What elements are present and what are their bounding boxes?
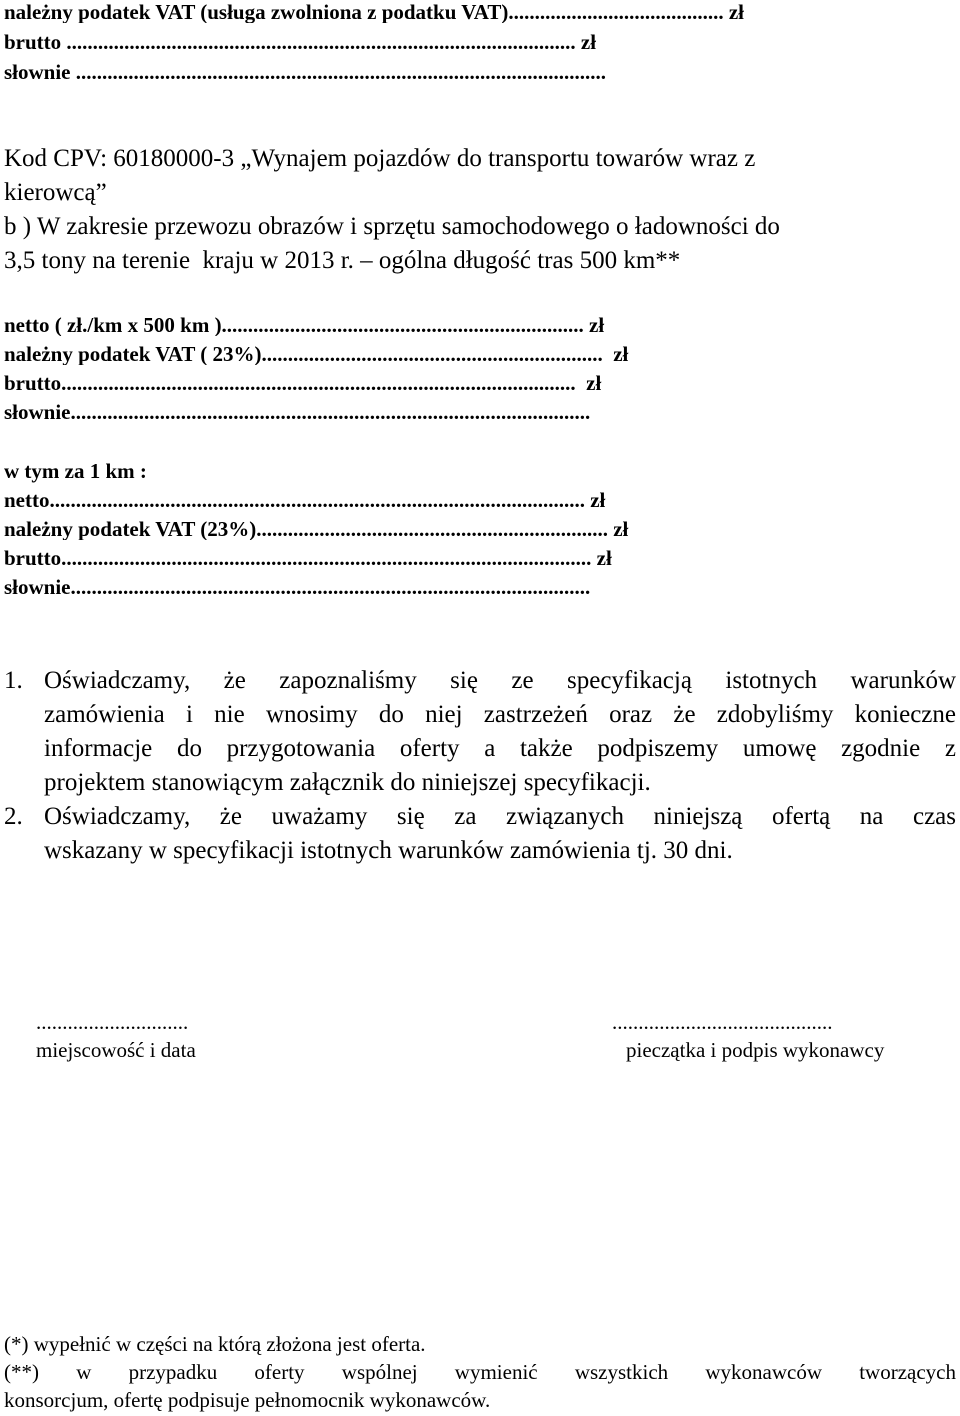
declaration-1-line-1: Oświadczamy, że zapoznaliśmy się ze specyfikacją istotnych warunków bbox=[44, 667, 956, 694]
declaration-1-line-2: zamówienia i nie wnosimy do niej zastrzeżeń oraz że zdobyliśmy konieczne bbox=[44, 701, 956, 728]
scope-line-cont: 3,5 tony na terenie kraju w 2013 r. – ogólna długość tras 500 km** bbox=[4, 247, 681, 274]
declaration-number-2: 2. bbox=[4, 803, 23, 830]
declaration-2-line-2: wskazany w specyfikacji istotnych warunków zamówienia tj. 30 dni. bbox=[44, 837, 733, 864]
netto-per-km-line: netto...................................................................................................... zł bbox=[4, 490, 606, 511]
vat-exempt-line: należny podatek VAT (usługa zwolniona z podatku VAT)......................................... zł bbox=[4, 2, 744, 23]
slownie-line-top: słownie ..................................................................................................... bbox=[4, 62, 607, 83]
declaration-2-line-1: Oświadczamy, że uważamy się za związanych niniejszą ofertą na czas bbox=[44, 803, 956, 830]
per-km-heading: w tym za 1 km : bbox=[4, 459, 147, 483]
cpv-code-line-cont: kierowcą” bbox=[4, 179, 107, 206]
brutto-per-km-line: brutto..................................................................................................... zł bbox=[4, 548, 612, 569]
vat-per-km-line: należny podatek VAT (23%)................................................................... zł bbox=[4, 519, 629, 540]
stamp-signature-label: pieczątka i podpis wykonawcy bbox=[626, 1038, 885, 1062]
footnote-1: (*) wypełnić w części na którą złożona jest oferta. bbox=[4, 1332, 426, 1356]
place-date-dots: ............................. bbox=[36, 1010, 189, 1034]
footnote-2-line-1: (**) w przypadku oferty wspólnej wymienić wszystkich wykonawców tworzących bbox=[4, 1360, 956, 1384]
slownie-total-line: słownie................................................................................................... bbox=[4, 402, 591, 423]
brutto-line-top: brutto ................................................................................................. zł bbox=[4, 32, 597, 53]
stamp-signature-dots: .......................................... bbox=[612, 1010, 833, 1034]
declaration-1-line-3: informacje do przygotowania oferty a także podpiszemy umowę zgodnie z bbox=[44, 735, 956, 762]
place-date-label: miejscowość i data bbox=[36, 1038, 196, 1062]
slownie-per-km-line: słownie................................................................................................... bbox=[4, 577, 591, 598]
footnote-2-line-2: konsorcjum, ofertę podpisuje pełnomocnik wykonawców. bbox=[4, 1388, 491, 1412]
scope-line: b ) W zakresie przewozu obrazów i sprzętu samochodowego o ładowności do bbox=[4, 213, 780, 240]
declaration-1-line-4: projektem stanowiącym załącznik do niniejszej specyfikacji. bbox=[44, 769, 651, 796]
brutto-total-line: brutto.................................................................................................. zł bbox=[4, 373, 602, 394]
declaration-number-1: 1. bbox=[4, 667, 23, 694]
vat-total-line: należny podatek VAT ( 23%)................................................................. zł bbox=[4, 344, 629, 365]
cpv-code-line: Kod CPV: 60180000-3 „Wynajem pojazdów do transportu towarów wraz z bbox=[4, 145, 756, 172]
netto-total-line: netto ( zł./km x 500 km )..................................................................... zł bbox=[4, 315, 605, 336]
